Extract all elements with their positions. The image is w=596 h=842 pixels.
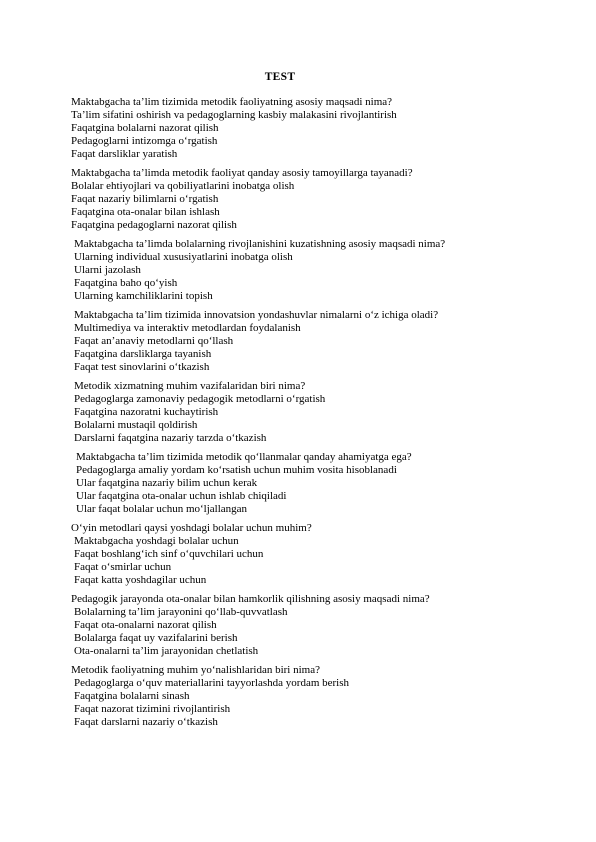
answer-option: Faqat katta yoshdagilar uchun bbox=[74, 574, 207, 586]
question-block bbox=[71, 167, 571, 232]
question-text: Maktabgacha ta’lim tizimida innovatsion yondashuvlar nimalarni o‘z ichiga oladi? bbox=[74, 309, 439, 321]
page-title: TEST bbox=[264, 71, 296, 83]
answer-option: Faqatgina darsliklarga tayanish bbox=[74, 348, 212, 360]
answer-option: Pedagoglarni intizomga o‘rgatish bbox=[71, 135, 218, 147]
answer-option: Ta’lim sifatini oshirish va pedagoglarning kasbiy malakasini rivojlantirish bbox=[71, 109, 397, 121]
answer-option: Maktabgacha yoshdagi bolalar uchun bbox=[74, 535, 239, 547]
answer-option: Ularning kamchiliklarini topish bbox=[74, 290, 213, 302]
answer-option: Darslarni faqatgina nazariy tarzda o‘tkazish bbox=[74, 432, 267, 444]
answer-option: Bolalarga faqat uy vazifalarini berish bbox=[74, 632, 238, 644]
answer-option: Bolalarni mustaqil qoldirish bbox=[74, 419, 198, 431]
answer-option: Faqat test sinovlarini o‘tkazish bbox=[74, 361, 210, 373]
answer-option: Faqat an’anaviy metodlarni qo‘llash bbox=[74, 335, 234, 347]
answer-option: Faqat nazariy bilimlarni o‘rgatish bbox=[71, 193, 219, 205]
answer-option: Bolalar ehtiyojlari va qobiliyatlarini inobatga olish bbox=[71, 180, 295, 192]
answer-option: Ota-onalarni ta’lim jarayonidan chetlatish bbox=[74, 645, 259, 657]
answer-option: Faqat ota-onalarni nazorat qilish bbox=[74, 619, 217, 631]
question-text: Metodik xizmatning muhim vazifalaridan biri nima? bbox=[74, 380, 306, 392]
answer-option: Faqatgina bolalarni nazorat qilish bbox=[71, 122, 219, 134]
answer-option: Ular faqatgina nazariy bilim uchun kerak bbox=[76, 477, 258, 489]
question-text: Metodik faoliyatning muhim yo‘nalishlaridan biri nima? bbox=[71, 664, 320, 676]
answer-option: Pedagoglarga zamonaviy pedagogik metodlarni o‘rgatish bbox=[74, 393, 326, 405]
answer-option: Faqat darsliklar yaratish bbox=[71, 148, 178, 160]
answer-option: Faqat nazorat tizimini rivojlantirish bbox=[74, 703, 231, 715]
answer-option: Faqatgina ota-onalar bilan ishlash bbox=[71, 206, 220, 218]
question-text: Maktabgacha ta’lim tizimida metodik qo‘llanmalar qanday ahamiyatga ega? bbox=[76, 451, 412, 463]
answer-option: Faqat darslarni nazariy o‘tkazish bbox=[74, 716, 218, 728]
question-block bbox=[71, 593, 571, 658]
answer-option: Pedagoglarga o‘quv materiallarini tayyorlashda yordam berish bbox=[74, 677, 350, 689]
answer-option: Faqatgina pedagoglarni nazorat qilish bbox=[71, 219, 237, 231]
answer-option: Ularni jazolash bbox=[74, 264, 141, 276]
question-text: Maktabgacha ta’limda metodik faoliyat qanday asosiy tamoyillarga tayanadi? bbox=[71, 167, 413, 179]
answer-option: Faqat o‘smirlar uchun bbox=[74, 561, 172, 573]
question-text: O‘yin metodlari qaysi yoshdagi bolalar uchun muhim? bbox=[71, 522, 312, 534]
question-text: Pedagogik jarayonda ota-onalar bilan hamkorlik qilishning asosiy maqsadi nima? bbox=[71, 593, 430, 605]
answer-option: Multimediya va interaktiv metodlardan foydalanish bbox=[74, 322, 301, 334]
answer-option: Faqatgina bolalarni sinash bbox=[74, 690, 190, 702]
question-block bbox=[71, 664, 571, 729]
answer-option: Pedagoglarga amaliy yordam ko‘rsatish uchun muhim vosita hisoblanadi bbox=[76, 464, 397, 476]
question-block bbox=[71, 309, 571, 374]
answer-option: Ular faqatgina ota-onalar uchun ishlab chiqiladi bbox=[76, 490, 287, 502]
answer-option: Bolalarning ta’lim jarayonini qo‘llab-quvvatlash bbox=[74, 606, 288, 618]
question-block bbox=[71, 522, 571, 587]
question-text: Maktabgacha ta’limda bolalarning rivojlanishini kuzatishning asosiy maqsadi nima? bbox=[74, 238, 446, 250]
answer-option: Faqat boshlang‘ich sinf o‘quvchilari uchun bbox=[74, 548, 264, 560]
answer-option: Ular faqat bolalar uchun mo‘ljallangan bbox=[76, 503, 248, 515]
question-list bbox=[71, 96, 571, 735]
question-block bbox=[71, 96, 571, 161]
question-block bbox=[71, 380, 571, 445]
answer-option: Ularning individual xususiyatlarini inobatga olish bbox=[74, 251, 293, 263]
answer-option: Faqatgina nazoratni kuchaytirish bbox=[74, 406, 219, 418]
question-block bbox=[71, 238, 571, 303]
question-text: Maktabgacha ta’lim tizimida metodik faoliyatning asosiy maqsadi nima? bbox=[71, 96, 393, 108]
answer-option: Faqatgina baho qo‘yish bbox=[74, 277, 178, 289]
question-block bbox=[71, 451, 571, 516]
